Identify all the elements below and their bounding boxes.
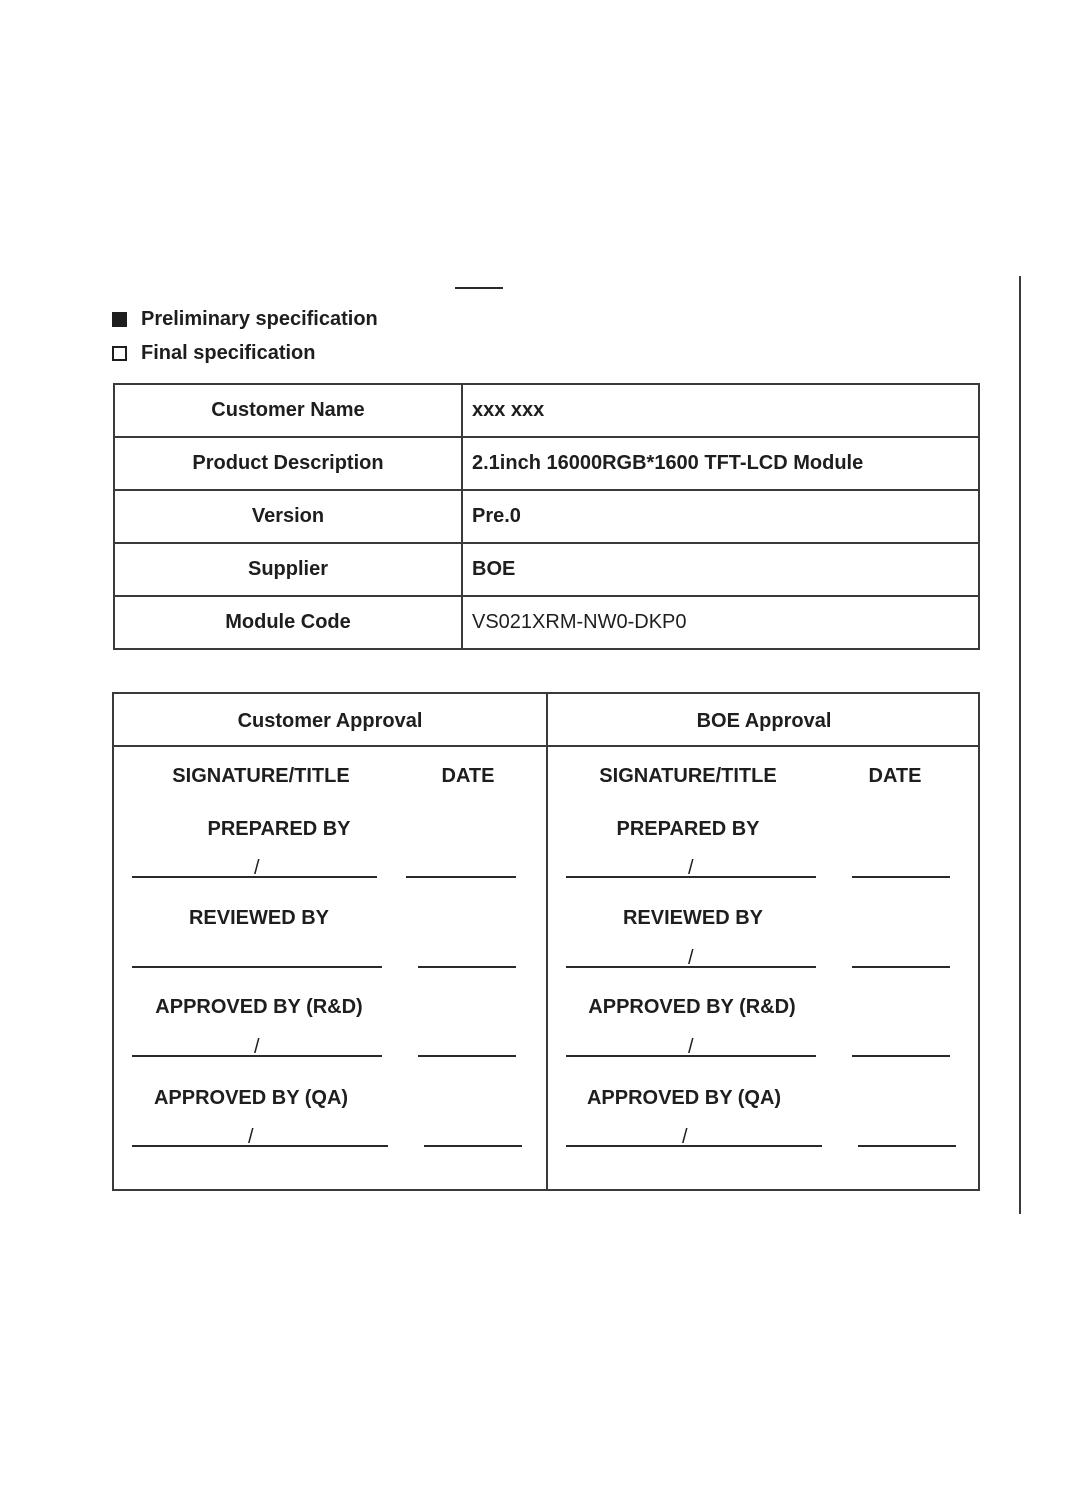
boe-prepared-by-label: PREPARED BY <box>616 818 760 840</box>
boe-approved-rd-signature-field[interactable] <box>566 1036 816 1058</box>
customer-signature-header: SIGNATURE/TITLE <box>172 765 350 787</box>
customer-approved-qa-label: APPROVED BY (QA) <box>153 1087 349 1109</box>
customer-name-label: Customer Name <box>114 384 462 437</box>
customer-prepared-by-label: PREPARED BY <box>207 818 351 840</box>
right-margin-rule <box>1019 276 1021 1214</box>
slash-separator: / <box>682 1126 688 1148</box>
boe-approved-rd-date-field[interactable] <box>852 1039 950 1057</box>
table-row <box>114 437 979 490</box>
boe-approval-title: BOE Approval <box>696 710 832 732</box>
customer-approved-rd-date-field[interactable] <box>418 1039 516 1057</box>
slash-separator: / <box>688 947 694 969</box>
supplier-value: BOE <box>462 543 979 596</box>
customer-approval-title: Customer Approval <box>237 710 423 732</box>
table-row <box>114 596 979 649</box>
spec-option-label: Final specification <box>141 341 316 364</box>
boe-approved-rd-label: APPROVED BY (R&D) <box>588 996 796 1018</box>
boe-approved-qa-label: APPROVED BY (QA) <box>586 1087 782 1109</box>
boe-approved-qa-date-field[interactable] <box>858 1129 956 1147</box>
approval-table <box>112 692 980 1191</box>
table-row <box>114 490 979 543</box>
boe-prepared-date-field[interactable] <box>852 860 950 878</box>
slash-separator: / <box>254 1036 260 1058</box>
boe-signature-header: SIGNATURE/TITLE <box>599 765 777 787</box>
customer-approved-rd-label: APPROVED BY (R&D) <box>155 996 363 1018</box>
module-code-label: Module Code <box>114 596 462 649</box>
version-value: Pre.0 <box>462 490 979 543</box>
spec-option-label: Preliminary specification <box>141 307 378 330</box>
checked-box-icon[interactable] <box>112 312 127 327</box>
product-info-table <box>113 383 980 650</box>
customer-date-header: DATE <box>441 765 495 787</box>
table-row <box>114 543 979 596</box>
supplier-label: Supplier <box>114 543 462 596</box>
customer-approved-rd-signature-field[interactable] <box>132 1036 382 1058</box>
column-divider <box>546 694 548 1189</box>
customer-approved-qa-signature-field[interactable] <box>132 1126 388 1148</box>
customer-reviewed-signature-field[interactable] <box>132 950 382 968</box>
top-dash-mark <box>455 287 503 289</box>
slash-separator: / <box>248 1126 254 1148</box>
product-description-value: 2.1inch 16000RGB*1600 TFT-LCD Module <box>462 437 979 490</box>
boe-reviewed-date-field[interactable] <box>852 950 950 968</box>
customer-reviewed-by-label: REVIEWED BY <box>188 907 330 929</box>
slash-separator: / <box>254 857 260 879</box>
boe-approved-qa-signature-field[interactable] <box>566 1126 822 1148</box>
customer-prepared-date-field[interactable] <box>406 860 516 878</box>
version-label: Version <box>114 490 462 543</box>
boe-prepared-signature-field[interactable] <box>566 857 816 879</box>
unchecked-box-icon[interactable] <box>112 346 127 361</box>
product-description-label: Product Description <box>114 437 462 490</box>
slash-separator: / <box>688 857 694 879</box>
module-code-value: VS021XRM-NW0-DKP0 <box>462 596 979 649</box>
boe-date-header: DATE <box>868 765 922 787</box>
table-row <box>114 384 979 437</box>
customer-reviewed-date-field[interactable] <box>418 950 516 968</box>
slash-separator: / <box>688 1036 694 1058</box>
boe-reviewed-signature-field[interactable] <box>566 947 816 969</box>
header-divider <box>114 745 978 747</box>
spec-option-final[interactable] <box>112 341 315 365</box>
customer-prepared-signature-field[interactable] <box>132 857 377 879</box>
spec-option-preliminary[interactable] <box>112 307 378 331</box>
customer-approved-qa-date-field[interactable] <box>424 1129 522 1147</box>
customer-name-value: xxx xxx <box>462 384 979 437</box>
boe-reviewed-by-label: REVIEWED BY <box>622 907 764 929</box>
